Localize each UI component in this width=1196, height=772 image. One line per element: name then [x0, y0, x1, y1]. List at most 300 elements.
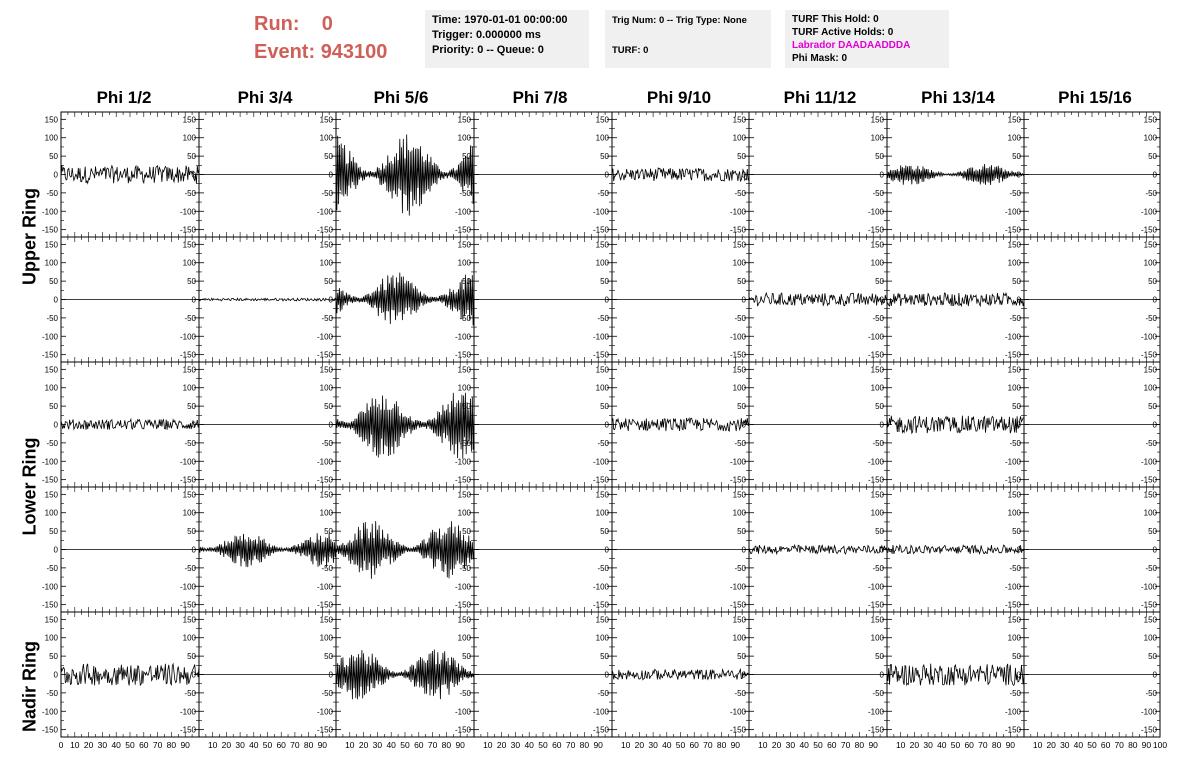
x-tick-label: 40 [249, 740, 259, 750]
y-tick-label: 0 [1152, 545, 1157, 555]
y-tick-label: -150 [1004, 475, 1021, 485]
waveform-trace-r2-c2 [336, 393, 474, 459]
y-tick-label: 150 [1143, 115, 1157, 125]
y-tick-label: -100 [1004, 582, 1021, 592]
y-tick-label: 150 [319, 615, 333, 625]
y-tick-label: 150 [182, 115, 196, 125]
y-tick-label: -150 [1140, 475, 1157, 485]
y-tick-label: -150 [729, 350, 746, 360]
y-tick-label: -150 [1004, 225, 1021, 235]
y-tick-label: -100 [592, 582, 609, 592]
y-tick-label: -50 [459, 563, 471, 573]
x-tick-label: 20 [83, 740, 94, 750]
x-tick-label: 80 [991, 740, 1002, 750]
y-tick-label: -50 [734, 688, 746, 698]
y-tick-label: -50 [1145, 563, 1157, 573]
y-tick-label: 100 [319, 633, 333, 643]
y-tick-label: 0 [741, 545, 746, 555]
y-tick-label: -150 [454, 725, 471, 735]
y-tick-label: 100 [44, 508, 58, 518]
y-tick-label: -50 [1009, 438, 1021, 448]
y-tick-label: 50 [737, 277, 746, 287]
y-tick-label: 50 [600, 652, 609, 662]
y-tick-label: -100 [179, 332, 196, 342]
y-tick-label: -50 [1009, 188, 1021, 198]
x-tick-label: 60 [689, 740, 699, 750]
y-tick-label: 150 [870, 240, 884, 250]
y-tick-label: 0 [53, 295, 58, 305]
x-tick-label: 90 [1141, 740, 1152, 750]
y-tick-label: 50 [875, 527, 884, 537]
y-tick-label: 100 [1007, 133, 1021, 143]
y-tick-label: -100 [1004, 457, 1021, 467]
y-tick-label: 150 [732, 490, 746, 500]
y-tick-label: -50 [321, 563, 333, 573]
y-tick-label: -100 [729, 582, 746, 592]
y-tick-label: 0 [191, 295, 196, 305]
y-tick-label: -100 [729, 332, 746, 342]
y-tick-label: 150 [1007, 240, 1021, 250]
x-tick-label: 40 [937, 740, 947, 750]
y-tick-label: 0 [466, 170, 471, 180]
y-tick-label: 50 [1012, 652, 1021, 662]
y-tick-label: -50 [597, 313, 609, 323]
y-tick-label: 0 [1152, 420, 1157, 430]
waveform-trace-r2-c4 [612, 418, 749, 431]
y-tick-label: -50 [872, 188, 884, 198]
x-tick-label: 60 [139, 740, 149, 750]
y-tick-label: 0 [1016, 420, 1021, 430]
x-tick-label: 40 [799, 740, 809, 750]
y-tick-label: -100 [867, 582, 884, 592]
y-tick-label: -100 [41, 457, 58, 467]
y-tick-label: 150 [595, 615, 609, 625]
x-tick-label: 50 [813, 740, 823, 750]
y-tick-label: 0 [1016, 670, 1021, 680]
y-tick-label: -100 [729, 457, 746, 467]
x-tick-label: 70 [565, 740, 576, 750]
y-tick-label: -150 [454, 600, 471, 610]
x-tick-label: 30 [1060, 740, 1070, 750]
y-tick-label: 0 [53, 670, 58, 680]
y-tick-label: -100 [179, 457, 196, 467]
turf-hold-line: TURF This Hold: 0 [792, 14, 879, 25]
y-tick-label: 0 [53, 545, 58, 555]
y-tick-label: 0 [328, 295, 333, 305]
y-tick-label: -150 [179, 350, 196, 360]
x-tick-label: 30 [648, 740, 658, 750]
y-tick-label: -150 [592, 475, 609, 485]
y-tick-label: -150 [867, 225, 884, 235]
y-tick-label: -100 [592, 332, 609, 342]
y-tick-label: 100 [1007, 633, 1021, 643]
y-tick-label: -50 [46, 438, 58, 448]
x-tick-label: 40 [386, 740, 396, 750]
y-tick-label: -100 [179, 582, 196, 592]
y-tick-label: 150 [44, 365, 58, 375]
y-tick-label: 0 [1016, 170, 1021, 180]
x-tick-label: 10 [345, 740, 355, 750]
y-tick-label: 150 [457, 115, 471, 125]
y-tick-label: 150 [182, 365, 196, 375]
y-tick-label: -150 [867, 350, 884, 360]
y-tick-label: -100 [316, 582, 333, 592]
y-tick-label: -100 [454, 207, 471, 217]
y-tick-label: 100 [44, 633, 58, 643]
y-tick-label: -150 [1004, 600, 1021, 610]
y-tick-label: -100 [316, 457, 333, 467]
y-tick-label: 0 [879, 170, 884, 180]
x-tick-label: 50 [675, 740, 686, 750]
y-tick-label: -50 [1145, 688, 1157, 698]
waveform-trace-r0-c2 [336, 135, 474, 216]
y-tick-label: 150 [319, 365, 333, 375]
row-label-upper-ring: Upper Ring [19, 188, 40, 285]
y-tick-label: 0 [328, 545, 333, 555]
x-tick-label: 20 [221, 740, 232, 750]
y-tick-label: -50 [597, 563, 609, 573]
y-tick-label: 50 [1148, 277, 1157, 287]
column-label-phi-15-16: Phi 15/16 [1058, 88, 1132, 107]
y-tick-label: -50 [184, 563, 196, 573]
y-tick-label: 100 [457, 633, 471, 643]
y-tick-label: 100 [595, 508, 609, 518]
y-tick-label: 150 [1143, 615, 1157, 625]
phi-mask-line: Phi Mask: 0 [792, 53, 848, 64]
x-tick-label: 50 [538, 740, 548, 750]
y-tick-label: -100 [179, 707, 196, 717]
y-tick-label: 150 [732, 115, 746, 125]
y-tick-label: -150 [41, 600, 58, 610]
x-tick-label: 50 [125, 740, 135, 750]
y-tick-label: 50 [600, 152, 609, 162]
y-tick-label: 100 [595, 633, 609, 643]
turf-line: TURF: 0 [612, 45, 649, 56]
y-tick-label: -50 [459, 688, 471, 698]
waveform-trace-r3-c1 [199, 533, 336, 567]
x-tick-label: 90 [730, 740, 741, 750]
y-tick-label: 50 [324, 527, 333, 537]
y-tick-label: -100 [454, 332, 471, 342]
y-tick-label: 100 [1143, 633, 1157, 643]
y-tick-label: 150 [732, 240, 746, 250]
y-tick-label: -50 [734, 313, 746, 323]
y-tick-label: 0 [741, 670, 746, 680]
column-label-phi-9-10: Phi 9/10 [646, 88, 712, 107]
y-tick-label: 50 [49, 402, 58, 412]
y-tick-label: 100 [595, 133, 609, 143]
y-tick-label: -100 [454, 457, 471, 467]
panel-frame-r4-c6 [887, 612, 1024, 737]
y-tick-label: 150 [457, 365, 471, 375]
y-tick-label: 0 [466, 545, 471, 555]
x-tick-label: 30 [235, 740, 245, 750]
y-tick-label: 100 [870, 633, 884, 643]
y-tick-label: 150 [595, 490, 609, 500]
x-tick-label: 30 [97, 740, 108, 750]
y-tick-label: -150 [1004, 725, 1021, 735]
y-tick-label: -50 [1145, 188, 1157, 198]
x-tick-label: 10 [758, 740, 768, 750]
panel-frame-r1-c2 [336, 237, 474, 362]
y-tick-label: 50 [324, 152, 333, 162]
y-tick-label: 150 [457, 615, 471, 625]
y-tick-label: 50 [1148, 527, 1157, 537]
y-tick-label: 50 [875, 277, 884, 287]
waveform-trace-r2-c6 [887, 416, 1024, 434]
x-tick-label: 30 [785, 740, 796, 750]
y-tick-label: 50 [187, 527, 196, 537]
y-tick-label: 100 [732, 133, 746, 143]
waveform-trace-r3-c6 [887, 545, 1024, 554]
y-tick-label: 0 [741, 420, 746, 430]
x-tick-label: 60 [964, 740, 974, 750]
y-tick-label: -50 [597, 438, 609, 448]
y-tick-label: -50 [872, 688, 884, 698]
y-tick-label: -50 [321, 313, 333, 323]
waveform-trace-r1-c5 [749, 293, 887, 306]
y-tick-label: -100 [867, 707, 884, 717]
y-tick-label: -100 [454, 582, 471, 592]
y-tick-label: 100 [1007, 508, 1021, 518]
y-tick-label: 100 [1143, 133, 1157, 143]
y-tick-label: -50 [872, 313, 884, 323]
y-tick-label: 50 [1148, 152, 1157, 162]
y-tick-label: 100 [44, 383, 58, 393]
y-tick-label: -50 [184, 688, 196, 698]
x-tick-label: 70 [1114, 740, 1124, 750]
y-tick-label: -150 [1140, 600, 1157, 610]
y-tick-label: 150 [182, 240, 196, 250]
time-line: Time: 1970-01-01 00:00:00 [432, 14, 568, 26]
y-tick-label: 100 [870, 508, 884, 518]
y-tick-label: -150 [867, 475, 884, 485]
y-tick-label: 100 [319, 383, 333, 393]
y-tick-label: 0 [1152, 170, 1157, 180]
y-tick-label: -100 [454, 707, 471, 717]
y-tick-label: 50 [1012, 277, 1021, 287]
waveform-trace-r4-c0 [61, 664, 199, 686]
x-tick-label: 70 [290, 740, 300, 750]
row-label-lower-ring: Lower Ring [19, 437, 40, 536]
x-tick-label: 10 [620, 740, 631, 750]
y-tick-label: 0 [1016, 295, 1021, 305]
y-tick-label: 150 [1143, 490, 1157, 500]
y-tick-label: 100 [182, 508, 196, 518]
y-tick-label: -100 [729, 707, 746, 717]
run-value: 0 [321, 13, 333, 35]
y-tick-label: -150 [316, 725, 333, 735]
y-tick-label: -150 [179, 225, 196, 235]
y-tick-label: -100 [1140, 207, 1157, 217]
x-tick-label: 90 [593, 740, 603, 750]
x-tick-label: 40 [1073, 740, 1084, 750]
y-tick-label: 50 [462, 527, 471, 537]
y-tick-label: 100 [595, 258, 609, 268]
y-tick-label: 50 [324, 277, 333, 287]
y-tick-label: 0 [328, 670, 333, 680]
y-tick-label: 0 [53, 170, 58, 180]
y-tick-label: 50 [737, 527, 746, 537]
y-tick-label: -150 [592, 725, 609, 735]
y-tick-label: -150 [592, 225, 609, 235]
x-tick-label: 10 [207, 740, 218, 750]
y-tick-label: 50 [187, 152, 196, 162]
y-tick-label: 150 [182, 490, 196, 500]
y-tick-label: 0 [879, 420, 884, 430]
y-tick-label: -100 [867, 457, 884, 467]
y-tick-label: 50 [1148, 652, 1157, 662]
x-tick-label: 20 [771, 740, 782, 750]
waveform-trace-r1-c2 [336, 272, 474, 325]
y-tick-label: -150 [1004, 350, 1021, 360]
row-label-nadir-ring: Nadir Ring [19, 641, 40, 733]
y-tick-label: -50 [321, 188, 333, 198]
y-tick-label: 150 [457, 240, 471, 250]
y-tick-label: 100 [595, 383, 609, 393]
y-tick-label: 50 [187, 402, 196, 412]
x-tick-label: 90 [1005, 740, 1016, 750]
y-tick-label: -150 [179, 600, 196, 610]
y-tick-label: -100 [316, 207, 333, 217]
y-tick-label: 50 [462, 402, 471, 412]
y-tick-label: -100 [1140, 332, 1157, 342]
y-tick-label: -100 [41, 332, 58, 342]
column-label-phi-7-8: Phi 7/8 [512, 88, 568, 107]
y-tick-label: -50 [734, 438, 746, 448]
x-tick-label: 90 [180, 740, 190, 750]
y-tick-label: 0 [191, 670, 196, 680]
panel-frame-r0-c0 [61, 112, 199, 237]
x-tick-label: 70 [978, 740, 988, 750]
y-tick-label: 0 [466, 420, 471, 430]
y-tick-label: 100 [457, 383, 471, 393]
x-tick-label: 50 [400, 740, 410, 750]
y-tick-label: 50 [462, 277, 471, 287]
y-tick-label: 50 [49, 277, 58, 287]
x-tick-label: 80 [441, 740, 452, 750]
y-tick-label: -150 [592, 600, 609, 610]
x-tick-label: 100 [1152, 740, 1168, 750]
waveform-trace-r3-c2 [336, 521, 474, 579]
y-tick-label: -100 [729, 207, 746, 217]
y-tick-label: 100 [319, 258, 333, 268]
y-tick-label: 100 [319, 133, 333, 143]
y-tick-label: 50 [1012, 527, 1021, 537]
y-tick-label: -100 [1140, 457, 1157, 467]
y-tick-label: -150 [729, 225, 746, 235]
x-tick-label: 80 [303, 740, 314, 750]
y-tick-label: 50 [49, 652, 58, 662]
y-tick-label: 100 [182, 258, 196, 268]
y-tick-label: 50 [737, 652, 746, 662]
column-label-phi-11-12: Phi 11/12 [783, 88, 857, 107]
y-tick-label: -50 [597, 188, 609, 198]
x-tick-label: 20 [909, 740, 920, 750]
y-tick-label: -100 [867, 332, 884, 342]
y-tick-label: 50 [324, 402, 333, 412]
x-tick-label: 30 [510, 740, 521, 750]
y-tick-label: -150 [316, 350, 333, 360]
x-tick-label: 90 [455, 740, 465, 750]
y-tick-label: 50 [600, 527, 609, 537]
y-tick-label: -50 [597, 688, 609, 698]
y-tick-label: 100 [1143, 258, 1157, 268]
y-tick-label: 150 [44, 615, 58, 625]
y-tick-label: -150 [41, 475, 58, 485]
y-tick-label: 150 [1143, 365, 1157, 375]
y-tick-label: -100 [41, 207, 58, 217]
y-tick-label: 150 [44, 240, 58, 250]
y-tick-label: -150 [41, 225, 58, 235]
y-tick-label: 150 [182, 615, 196, 625]
y-tick-label: 0 [1152, 670, 1157, 680]
y-tick-label: 50 [1148, 402, 1157, 412]
y-tick-label: -100 [592, 707, 609, 717]
column-label-phi-5-6: Phi 5/6 [373, 88, 429, 107]
y-tick-label: -100 [316, 707, 333, 717]
y-tick-label: -150 [1140, 225, 1157, 235]
y-tick-label: -150 [1140, 725, 1157, 735]
y-tick-label: 150 [595, 115, 609, 125]
y-tick-label: 0 [604, 295, 609, 305]
y-tick-label: 100 [732, 383, 746, 393]
y-tick-label: -150 [1140, 350, 1157, 360]
y-tick-label: -100 [867, 207, 884, 217]
trig-num-line: Trig Num: 0 -- Trig Type: None [612, 15, 747, 26]
labrador-line: Labrador DAADAADDDA [792, 40, 911, 51]
x-tick-label: 70 [152, 740, 163, 750]
y-tick-label: -150 [729, 725, 746, 735]
x-tick-label: 70 [427, 740, 438, 750]
y-tick-label: 0 [741, 295, 746, 305]
y-tick-label: 50 [737, 152, 746, 162]
y-tick-label: -50 [184, 188, 196, 198]
y-tick-label: 100 [1143, 508, 1157, 518]
x-tick-label: 60 [552, 740, 562, 750]
y-tick-label: -50 [321, 688, 333, 698]
y-tick-label: 150 [1007, 490, 1021, 500]
y-tick-label: -150 [179, 475, 196, 485]
y-tick-label: 150 [1143, 240, 1157, 250]
y-tick-label: 0 [604, 670, 609, 680]
y-tick-label: 0 [879, 545, 884, 555]
x-tick-label: 80 [1128, 740, 1138, 750]
y-tick-label: -150 [867, 725, 884, 735]
x-tick-label: 10 [1032, 740, 1043, 750]
waveform-trace-r3-c5 [749, 545, 887, 554]
y-tick-label: -150 [867, 600, 884, 610]
y-tick-label: 150 [319, 240, 333, 250]
y-tick-label: 0 [191, 420, 196, 430]
x-tick-label: 60 [1100, 740, 1111, 750]
x-tick-label: 40 [662, 740, 672, 750]
y-tick-label: -100 [316, 332, 333, 342]
y-tick-label: 0 [604, 420, 609, 430]
y-tick-label: -50 [184, 438, 196, 448]
y-tick-label: 150 [870, 115, 884, 125]
x-tick-label: 40 [524, 740, 534, 750]
y-tick-label: 100 [182, 633, 196, 643]
column-label-phi-1-2: Phi 1/2 [96, 88, 152, 107]
y-tick-label: -150 [316, 600, 333, 610]
y-tick-label: 50 [875, 402, 884, 412]
panel-frame-r1-c6 [887, 237, 1024, 362]
y-tick-label: -150 [316, 475, 333, 485]
y-tick-label: -50 [872, 563, 884, 573]
y-tick-label: -50 [734, 188, 746, 198]
y-tick-label: -150 [41, 350, 58, 360]
